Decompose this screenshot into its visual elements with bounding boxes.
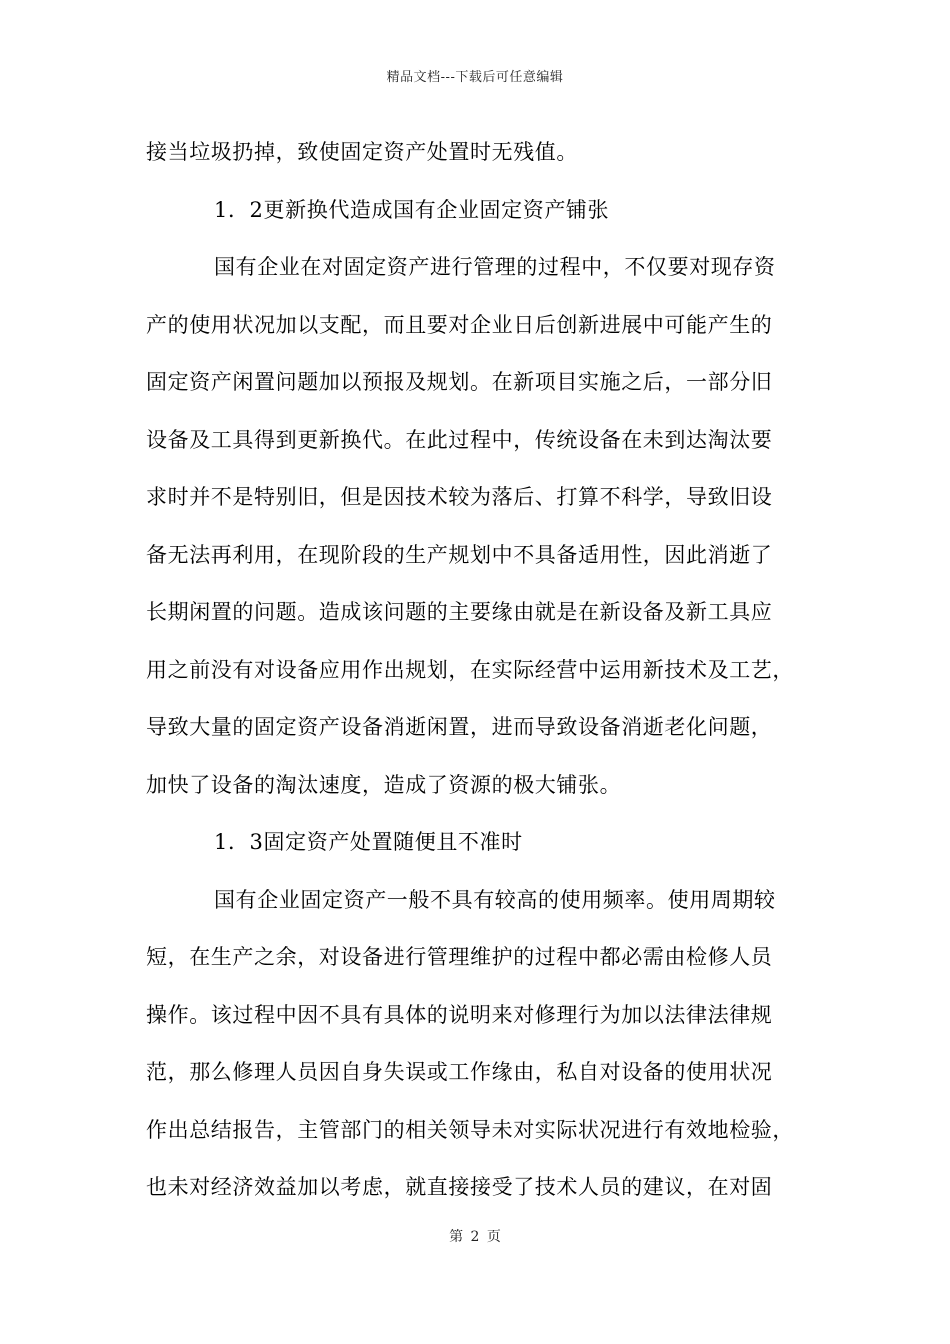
paragraph-line: 备无法再利用，在现阶段的生产规划中不具备适用性，因此消逝了 [146,542,773,567]
paragraph-line: 国有企业固定资产一般不具有较高的使用频率。使用周期较 [214,887,776,912]
paragraph-line: 用之前没有对设备应用作出规划，在实际经营中运用新技术及工艺， [146,657,794,682]
paragraph-line: 设备及工具得到更新换代。在此过程中，传统设备在未到达淘汰要 [146,427,773,452]
section-heading-1-3: 1．3固定资产处置随便且不准时 [214,830,523,854]
page-number: 第 2 页 [449,1229,501,1245]
paragraph-line: 短，在生产之余，对设备进行管理维护的过程中都必需由检修人员 [146,945,773,969]
page-header: 精品文档---下载后可任意编辑 [386,70,564,85]
paragraph-line: 接当垃圾扔掉，致使固定资产处置时无残值。 [146,140,578,164]
section-heading-1-2: 1．2更新换代造成国有企业固定资产铺张 [214,197,610,222]
paragraph-line: 操作。该过程中因不具有具体的说明来对修理行为加以法律法律规 [146,1002,773,1027]
paragraph-line: 作出总结报告，主管部门的相关领导未对实际状况进行有效地检验， [146,1117,794,1142]
paragraph-line: 固定资产闲置问题加以预报及规划。在新项目实施之后，一部分旧 [146,370,773,394]
paragraph-line: 范，那么修理人员因自身失误或工作缘由，私自对设备的使用状况 [146,1060,773,1084]
paragraph-line: 长期闲置的问题。造成该问题的主要缘由就是在新设备及新工具应 [146,600,773,624]
paragraph-line: 导致大量的固定资产设备消逝闲置，进而导致设备消逝老化问题， [146,715,773,739]
paragraph-line: 产的使用状况加以支配，而且要对企业日后创新进展中可能产生的 [146,312,773,337]
paragraph-line: 加快了设备的淘汰速度，造成了资源的极大铺张。 [146,772,622,797]
paragraph-line: 求时并不是特别旧，但是因技术较为落后、打算不科学，导致旧设 [146,485,773,509]
paragraph-line: 也未对经济效益加以考虑，就直接接受了技术人员的建议，在对固 [146,1175,773,1199]
paragraph-line: 国有企业在对固定资产进行管理的过程中，不仅要对现存资 [214,255,776,279]
document-body [146,124,806,1217]
